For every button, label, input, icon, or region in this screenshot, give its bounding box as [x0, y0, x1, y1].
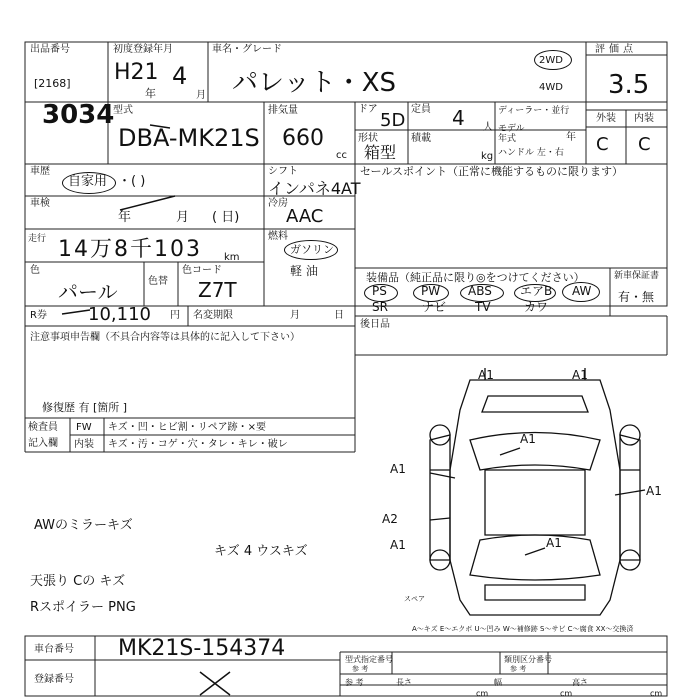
doors-label: ドア	[358, 104, 378, 115]
interior-value: C	[638, 134, 651, 155]
equip-ps: PS	[372, 284, 387, 298]
dims-height-unit: cm	[650, 689, 663, 698]
model-year-unit: 年	[566, 132, 576, 143]
ac-label: 冷房	[268, 198, 288, 209]
lot-code: [2168]	[34, 77, 71, 90]
notes-label: 注意事項申告欄（不具合内容等は具体的に記入して下さい）	[30, 332, 300, 343]
mark-right-door: A1	[646, 484, 662, 498]
type-cert-ref: 参 考	[352, 665, 369, 673]
dims-height: 高さ	[572, 678, 588, 687]
history-rest: ・( )	[118, 174, 146, 189]
recycle-unit: 円	[170, 310, 180, 321]
mileage-label: 走行	[28, 234, 47, 244]
model-year-l2: 年式	[498, 134, 517, 144]
remark-1: AWのミラーキズ	[34, 518, 133, 533]
dims-length-unit: cm	[476, 689, 489, 698]
damage-legend: A～キズ E～エクボ U～凹み W～補修跡 S～サビ C～腐食 XX～交換済	[412, 625, 634, 633]
score-value: 3.5	[608, 70, 650, 100]
color-value: パール	[58, 280, 118, 304]
inspector-label1: 検査員	[28, 422, 58, 433]
interior-label: 内装	[634, 113, 654, 124]
capacity-value: 4	[452, 106, 465, 130]
car-name-value: パレット・XS	[232, 68, 397, 98]
equip-aw: AW	[572, 284, 592, 298]
first-reg-year-unit: 年	[145, 87, 156, 100]
first-reg-month-unit: 月	[196, 90, 206, 101]
class-code-label: 類別区分番号	[504, 655, 552, 664]
dims-width: 幅	[494, 678, 502, 687]
chassis-label: 車台番号	[34, 644, 74, 655]
equip-tv: TV	[475, 300, 491, 314]
first-reg-month: 4	[172, 62, 188, 90]
mark-spare: スペア	[404, 595, 425, 603]
color-code-label: 色コード	[182, 265, 222, 276]
shift-label: シフト	[268, 166, 298, 177]
name-change-day: 日	[334, 310, 344, 321]
displacement-unit: cc	[336, 150, 347, 161]
name-change-label: 名変期限	[193, 310, 233, 321]
model-label: 型式	[113, 105, 133, 116]
warranty-value: 有・無	[618, 290, 655, 304]
inspector-label2: 記入欄	[28, 438, 58, 449]
equipment-label: 装備品（純正品に限り◎をつけてください）	[366, 271, 585, 284]
mark-roof: A1	[546, 536, 562, 550]
body-shape-label: 形状	[358, 133, 378, 144]
mark-left-door: A2	[382, 512, 398, 526]
fw-label: FW	[76, 422, 92, 433]
interior-row-text: キズ・汚・コゲ・穴・タレ・キレ・破レ	[108, 439, 288, 450]
score-label: 評価点	[595, 44, 637, 55]
lot-number: 3034	[42, 100, 115, 130]
repair-history: 修復歴 有 [箇所 ]	[42, 401, 128, 414]
first-reg-era: H21	[114, 60, 159, 85]
doors-value: 5D	[380, 110, 406, 131]
inspection-month: 月	[176, 210, 190, 225]
model-value: DBA-MK21S	[118, 124, 260, 152]
displacement-value: 660	[282, 126, 324, 151]
car-diagram	[430, 368, 645, 615]
color-label: 色	[30, 265, 40, 276]
recycle-label: R券	[30, 310, 47, 321]
type-cert-label: 型式指定番号	[345, 655, 393, 664]
load-label: 積載	[411, 133, 431, 144]
inspection-day: ( 日)	[212, 210, 240, 225]
exterior-value: C	[596, 134, 609, 155]
recycle-value: 10,110	[88, 304, 151, 325]
color-code-value: Z7T	[198, 278, 237, 302]
dims-length: 長さ	[396, 678, 412, 687]
body-shape-value: 箱型	[364, 143, 397, 162]
history-label: 車歴	[30, 166, 50, 177]
mileage-value: 14万8千103	[58, 237, 202, 262]
mark-left-rear: A1	[390, 538, 406, 552]
first-reg-label: 初度登録年月	[113, 44, 173, 55]
ac-value: AAC	[286, 206, 324, 227]
mark-front-left: A1	[478, 368, 494, 382]
equip-sr: SR	[372, 300, 388, 314]
fuel-opt2: 軽 油	[290, 264, 318, 278]
load-unit: kg	[481, 151, 494, 162]
dims-width-unit: cm	[560, 689, 573, 698]
remark-4: Rスポイラー PNG	[30, 600, 136, 615]
history-value: 自家用	[68, 174, 108, 189]
equip-airbag: エアB	[520, 284, 553, 298]
chassis-value: MK21S-154374	[118, 636, 286, 661]
mark-left-fender: A1	[390, 462, 406, 476]
mark-front-right: A1	[572, 368, 588, 382]
shift-value: インパネ4AT	[268, 179, 361, 198]
fuel-opt1: ガソリン	[290, 243, 334, 256]
sale-points-label: セールスポイント（正常に機能するものに限ります）	[360, 165, 624, 178]
name-change-month: 月	[290, 310, 300, 321]
fuel-label: 燃料	[268, 231, 288, 242]
drive-2wd: 2WD	[539, 55, 563, 66]
color-swatch-label: 色替	[148, 276, 168, 287]
class-code-ref: 参 考	[510, 665, 527, 673]
equip-navi: ナビ	[422, 300, 447, 314]
equip-pw: PW	[421, 284, 441, 298]
inspection-label: 車検	[30, 198, 50, 209]
displacement-label: 排気量	[268, 105, 298, 116]
equip-kawa: カワ	[524, 300, 549, 314]
car-name-label: 車名・グレード	[212, 44, 282, 55]
model-year-l1: モデル	[498, 124, 525, 134]
dims-ref: 参 考	[345, 678, 364, 687]
mark-bonnet: A1	[520, 432, 536, 446]
capacity-label: 定員	[411, 104, 431, 115]
warranty-label: 新車保証書	[614, 271, 660, 281]
dealer-label: ディーラー・並行	[498, 106, 570, 116]
drive-4wd: 4WD	[539, 82, 563, 93]
mileage-unit: km	[224, 252, 240, 263]
remark-3: 天張り Cの キズ	[30, 574, 126, 589]
capacity-unit: 人	[483, 122, 493, 133]
after-day-label: 後日品	[360, 319, 390, 330]
remark-2: キズ 4 ウスキズ	[214, 544, 308, 559]
equip-abs: ABS	[468, 284, 492, 298]
exterior-label: 外装	[596, 113, 616, 124]
inspection-year: 年	[118, 210, 132, 225]
fw-text: キズ・凹・ヒビ割・リペア跡・×要	[108, 422, 266, 433]
lot-label: 出品番号	[30, 44, 70, 55]
interior-row-label: 内装	[74, 439, 94, 450]
registration-label: 登録番号	[34, 674, 74, 685]
handle-label: ハンドル 左・右	[498, 148, 564, 158]
